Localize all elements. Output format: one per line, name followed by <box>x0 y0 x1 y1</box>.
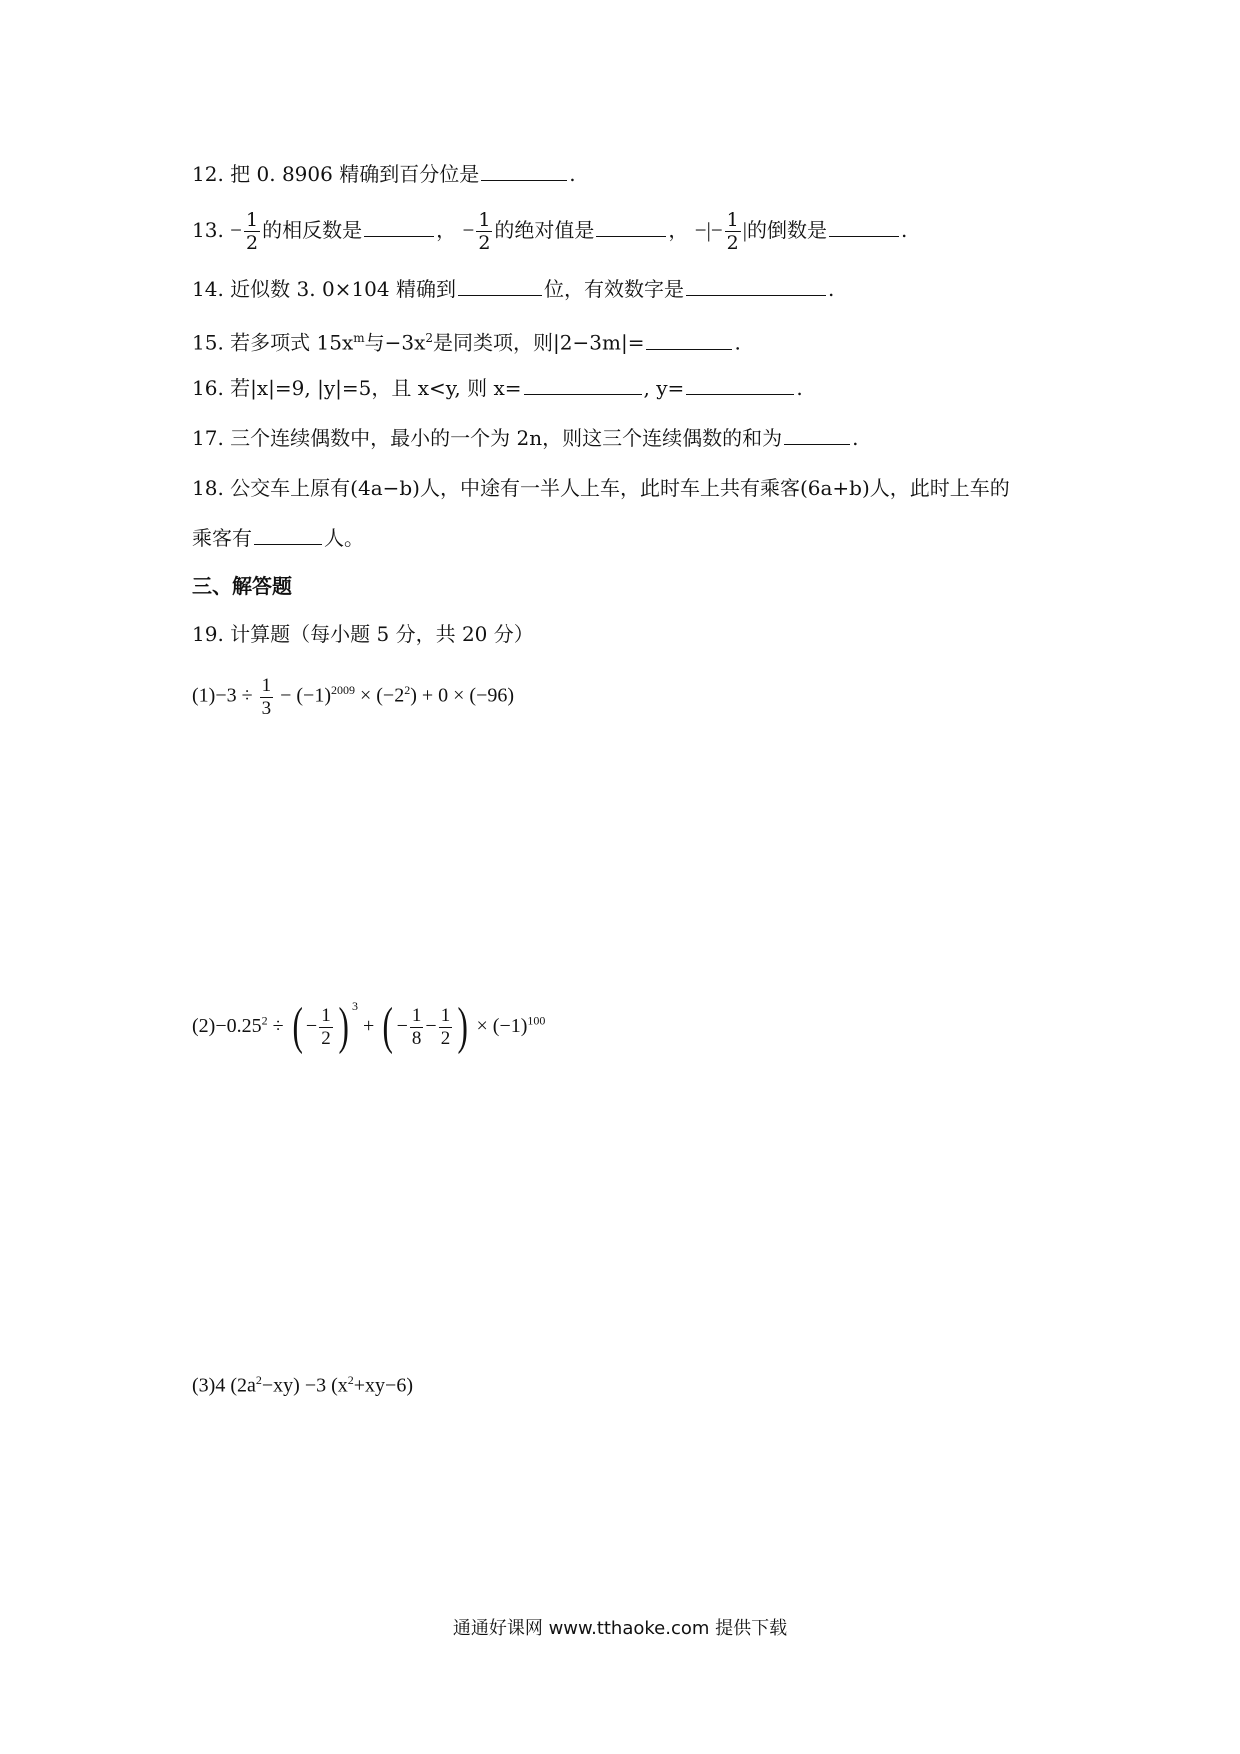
question-15 <box>192 324 741 357</box>
expression: − (−1) <box>280 684 331 707</box>
question-text: 与−3x <box>364 330 426 355</box>
period: . <box>852 426 859 450</box>
question-text: 位，有效数字是 <box>543 277 684 301</box>
answer-blank[interactable] <box>524 374 642 395</box>
answer-blank[interactable] <box>481 160 567 181</box>
answer-blank[interactable] <box>784 424 850 445</box>
question-text: 的绝对值是 <box>494 218 595 242</box>
minus-sign: − <box>396 1015 408 1037</box>
denominator: 2 <box>321 1027 331 1049</box>
comma: ， <box>436 218 457 242</box>
period: . <box>796 376 803 400</box>
question-text: 16. 若|x|=9, |y|=5，且 x<y, 则 x= <box>192 376 522 400</box>
minus-sign: − <box>305 1015 318 1037</box>
denominator: 2 <box>726 232 739 254</box>
answer-blank[interactable] <box>364 216 434 237</box>
question-17 <box>192 424 859 452</box>
expression: ) + 0 × (−96) <box>410 684 515 707</box>
question-text: 乘客有 <box>192 526 252 550</box>
exponent: 2 <box>347 1373 354 1387</box>
question-18-line-2 <box>192 524 364 552</box>
fraction-one-half <box>725 209 741 254</box>
question-text: 14. 近似数 3. 0×104 精确到 <box>192 277 456 301</box>
comma: ， <box>668 218 689 242</box>
minus-sign: − <box>425 1015 437 1037</box>
numerator: 1 <box>411 1004 422 1026</box>
page-footer: 通通好课网 www.tthaoke.com 提供下载 <box>452 1618 788 1639</box>
question-text: 是同类项，则|2−3m|= <box>433 330 645 355</box>
exponent: 2 <box>261 1013 268 1028</box>
expression: −xy) −3 (x <box>261 1374 348 1397</box>
problem-2 <box>192 976 545 1056</box>
fraction-one-half <box>319 1005 333 1050</box>
expression: −0.25 <box>215 1015 262 1037</box>
question-16 <box>192 374 803 402</box>
numerator: 1 <box>321 1004 331 1026</box>
exponent: 3 <box>352 999 359 1013</box>
divide-sign: ÷ <box>272 1015 284 1037</box>
question-text: 18. 公交车上原有(4a−b)人，中途有一半人上车，此时车上共有乘客(6a+b)人，此时上车的 <box>192 476 1010 500</box>
fraction-one-eighth <box>410 1005 424 1050</box>
absolute-value-open: −|− <box>694 218 723 242</box>
period: . <box>734 330 741 355</box>
numerator: 1 <box>478 209 491 231</box>
question-text: 的倒数是 <box>746 218 827 242</box>
question-13 <box>192 204 907 256</box>
fraction-one-half <box>476 209 492 254</box>
period: . <box>827 277 835 301</box>
denominator: 8 <box>411 1027 422 1049</box>
fraction-one-third <box>260 675 274 720</box>
minus-sign: − <box>230 218 243 242</box>
fraction-one-half <box>439 1005 453 1050</box>
question-text: 人。 <box>324 526 364 550</box>
problem-3 <box>192 1366 413 1400</box>
problem-label: (3) <box>192 1374 216 1397</box>
answer-blank[interactable] <box>254 524 322 545</box>
answer-blank[interactable] <box>829 216 899 237</box>
expression: +xy−6) <box>353 1374 413 1397</box>
answer-blank[interactable] <box>458 275 542 296</box>
left-paren: ( <box>292 998 303 1056</box>
numerator: 1 <box>726 209 739 231</box>
numerator: 1 <box>440 1004 451 1026</box>
denominator: 2 <box>478 232 491 254</box>
denominator: 2 <box>440 1027 451 1049</box>
answer-blank[interactable] <box>686 374 794 395</box>
question-number: 13. <box>192 218 224 242</box>
numerator: 1 <box>246 209 259 231</box>
answer-blank[interactable] <box>596 216 666 237</box>
exponent: 2 <box>404 683 411 697</box>
numerator: 1 <box>261 674 272 696</box>
answer-blank[interactable] <box>646 329 732 350</box>
exponent: 2 <box>425 331 434 345</box>
exponent: 2 <box>255 1373 262 1387</box>
exponent: m <box>353 331 365 345</box>
question-14 <box>192 275 834 303</box>
denominator: 2 <box>246 232 259 254</box>
period: . <box>569 162 576 186</box>
answer-blank[interactable] <box>686 275 826 296</box>
question-12-text: 12. 把 0. 8906 精确到百分位是 <box>192 162 480 186</box>
expression: 4 (2a <box>215 1374 256 1397</box>
left-paren: ( <box>382 998 394 1056</box>
problem-1 <box>192 664 514 722</box>
section-heading: 三、解答题 <box>192 574 292 598</box>
right-paren: ) <box>338 998 349 1056</box>
fraction-one-half <box>244 209 260 254</box>
question-text: 15. 若多项式 15x <box>192 330 354 355</box>
absolute-value-close: | <box>742 218 747 242</box>
question-19: 19. 计算题（每小题 5 分，共 20 分） <box>192 622 534 646</box>
right-paren: ) <box>457 998 469 1056</box>
question-text: 17. 三个连续偶数中，最小的一个为 2n，则这三个连续偶数的和为 <box>192 426 783 450</box>
period: . <box>900 218 908 242</box>
question-text: , y= <box>643 376 685 400</box>
denominator: 3 <box>261 697 272 719</box>
exponent: 2009 <box>330 683 355 697</box>
expression: −3 ÷ <box>215 684 253 707</box>
problem-label: (2) <box>192 1015 216 1037</box>
question-12 <box>192 160 576 188</box>
expression: × (−2 <box>359 684 405 707</box>
exponent: 100 <box>527 1013 546 1028</box>
expression: × (−1) <box>476 1015 528 1037</box>
plus-sign: + <box>363 1015 375 1037</box>
question-text: 的相反数是 <box>262 218 363 242</box>
problem-label: (1) <box>192 684 216 707</box>
question-18-line-1 <box>192 474 1010 502</box>
minus-sign: − <box>462 218 475 242</box>
